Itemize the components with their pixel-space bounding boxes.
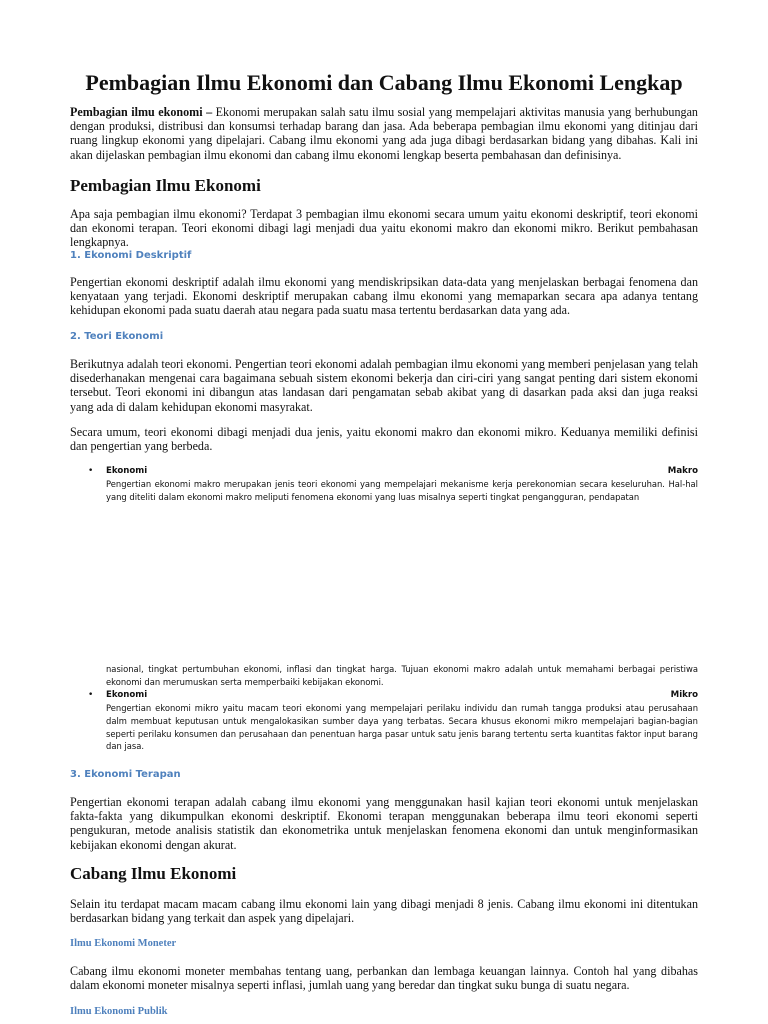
intro-lead: Pembagian ilmu ekonomi – — [70, 105, 213, 119]
intro-paragraph — [70, 105, 698, 162]
bullet-heading-mikro-right: Mikro — [670, 690, 698, 700]
bullet-dot-mikro: • — [88, 690, 94, 700]
bullet-heading-mikro-left: Ekonomi — [106, 690, 148, 700]
intro-text: Ekonomi merupakan salah satu ilmu sosial yang mempelajari aktivitas manusia yang berhubungan dengan produksi, distribusi dan konsumsi terhadap barang dan jasa. Ada beberapa pembagian ilmu ekonomi yang ditinjau dari ruang lingkup ekonomi yang dipelajari. Cabang ilmu ekonomi yang ada juga dibagi berdasarkan bidang yang dibahas. Kali ini akan dijelaskan pembagian ilmu ekonomi dan cabang ilmu ekonomi lengkap beserta pembahasan dan definisinya. — [70, 105, 698, 162]
subheading-ekonomi-terapan: 3. Ekonomi Terapan — [70, 769, 181, 780]
bullet-dot-makro: • — [88, 466, 94, 476]
bullet-heading-mikro — [106, 689, 698, 701]
bullet-heading-makro-left: Ekonomi — [106, 466, 148, 476]
subheading-teori-ekonomi: 2. Teori Ekonomi — [70, 331, 164, 342]
section1-intro: Apa saja pembagian ilmu ekonomi? Terdapat 3 pembagian ilmu ekonomi secara umum yaitu ekonomi deskriptif, teori ekonomi dan ekonomi terapan. Teori ekonomi dibagi lagi menjadi dua yaitu ekonomi makro dan ekonomi mikro. Berikut pembahasan lengkapnya. — [70, 207, 698, 250]
paragraph-ekonomi-deskriptif: Pengertian ekonomi deskriptif adalah ilmu ekonomi yang mendiskripsikan data-data yang menjelaskan berbagai fenomena dan kenyataan yang terjadi. Ekonomi deskriptif merupakan cabang ilmu ekonomi yang memaparkan secara apa adanya tentang kehidupan ekonomi pada suatu daerah atau negara pada suatu masa tertentu berdasarkan data yang ada. — [70, 275, 698, 318]
subheading-ekonomi-publik: Ilmu Ekonomi Publik — [70, 1006, 168, 1017]
bullet-heading-makro-right: Makro — [667, 466, 698, 476]
paragraph-ekonomi-terapan: Pengertian ekonomi terapan adalah cabang ilmu ekonomi yang menggunakan hasil kajian teori ekonomi untuk menjelaskan fakta-fakta yang dikumpulkan ekonomi deskriptif. Ekonomi terapan menggunakan beberapa ilmu teori ekonomi seperti pengukuran, metode analisis statistik dan ekonometrika untuk menjelaskan fenomena ekonomi dan untuk menginformasikan kebijakan ekonomi dengan akurat. — [70, 795, 698, 852]
page-title: Pembagian Ilmu Ekonomi dan Cabang Ilmu Ekonomi Lengkap — [85, 70, 683, 95]
paragraph-ekonomi-moneter: Cabang ilmu ekonomi moneter membahas tentang uang, perbankan dan lembaga keuangan lainnya. Contoh hal yang dibahas dalam ekonomi moneter misalnya seperti inflasi, jumlah uang yang beredar dan tingkat suku bunga di suatu negara. — [70, 964, 698, 993]
section-heading-cabang: Cabang Ilmu Ekonomi — [70, 864, 237, 883]
section-heading-pembagian: Pembagian Ilmu Ekonomi — [70, 176, 261, 195]
subheading-ekonomi-deskriptif: 1. Ekonomi Deskriptif — [70, 250, 192, 261]
subheading-ekonomi-moneter: Ilmu Ekonomi Moneter — [70, 938, 177, 949]
bullet-heading-makro — [106, 465, 698, 477]
bullet-text-mikro: Pengertian ekonomi mikro yaitu macam teori ekonomi yang mempelajari perilaku individu dan rumah tangga produksi atau perusahaan dalm membuat keputusan untuk mengalokasikan sumber daya yang terbatas. Secara khusus ekonomi mikro mempelajari bagian-bagian seperti perilaku konsumen dan perusahaan dan penentuan harga pasar untuk satu jenis barang tertentu serta kuantitas faktor input barang dan jasa. — [106, 703, 698, 752]
paragraph-teori-ekonomi-2: Secara umum, teori ekonomi dibagi menjadi dua jenis, yaitu ekonomi makro dan ekonomi mikro. Keduanya memiliki definisi dan pengertian yang berbeda. — [70, 425, 698, 454]
paragraph-teori-ekonomi-1: Berikutnya adalah teori ekonomi. Pengertian teori ekonomi adalah pembagian ilmu ekonomi yang memberi penjelasan yang telah disederhanakan mengenai cara bagaimana sebuah sistem ekonomi bekerja dan ciri-ciri yang sangat penting dari sistem ekonomi tersebut. Teori ekonomi ini dibangun atas landasan dari pengamatan sebab akibat yang di dasarkan pada aksi dan juga reaksi yang ada di dalam kehidupan ekonomi masyrakat. — [70, 357, 699, 414]
section2-intro: Selain itu terdapat macam macam cabang ilmu ekonomi lain yang dibagi menjadi 8 jenis. Cabang ilmu ekonomi ini ditentukan berdasarkan bidang yang terkait dan aspek yang dipelajari. — [70, 897, 698, 926]
bullet-text-makro-b: nasional, tingkat pertumbuhan ekonomi, inflasi dan tingkat harga. Tujuan ekonomi makro adalah untuk memahami berbagai peristiwa ekonomi dan merumuskan serta memperbaiki kebijakan ekonomi. — [106, 664, 698, 687]
bullet-text-makro-a: Pengertian ekonomi makro merupakan jenis teori ekonomi yang mempelajari mekanisme kerja perekonomian secara keseluruhan. Hal-hal yang diteliti dalam ekonomi makro meliputi fenomena ekonomi yang luas misalnya seperti tingkat pengangguran, pendapatan — [106, 479, 698, 502]
